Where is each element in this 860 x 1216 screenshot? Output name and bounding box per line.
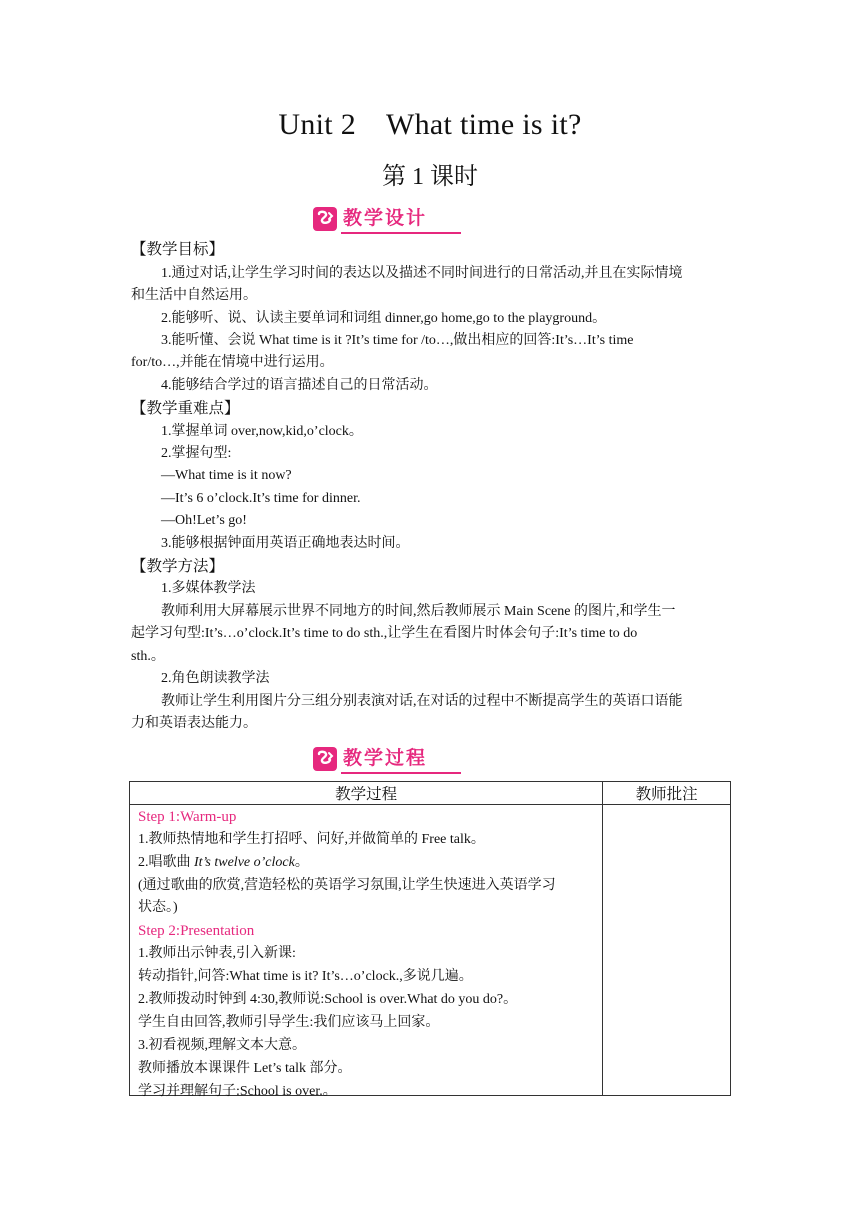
step-2-line: 学生自由回答,教师引导学生:我们应该马上回家。 bbox=[138, 1015, 440, 1030]
key-points-line: 2.掌握句型: bbox=[161, 446, 232, 461]
methods-line: 起学习句型:It’s…o’clock.It’s time to do sth.,让学生在看图片时体会句子:It’s time to do bbox=[131, 626, 638, 641]
process-cell bbox=[130, 805, 603, 1099]
step-1-line: 1.教师热情地和学生打招呼、问好,并做简单的 Free talk。 bbox=[138, 832, 485, 847]
goals-line: 2.能够听、说、认读主要单词和词组 dinner,go home,go to the playground。 bbox=[161, 311, 607, 326]
table-row bbox=[130, 805, 731, 1096]
step-2-line: 转动指针,问答:What time is it? It’s…o’clock.,多说几遍。 bbox=[138, 969, 473, 984]
methods-line: 2.角色朗读教学法 bbox=[161, 671, 270, 686]
goals-line: 4.能够结合学过的语言描述自己的日常活动。 bbox=[161, 378, 438, 393]
key-points-line: 1.掌握单词 over,now,kid,o’clock。 bbox=[161, 424, 363, 439]
section-heading-key-points: 【教学重难点】 bbox=[131, 400, 240, 417]
song-suffix: 。 bbox=[294, 855, 309, 870]
key-points-line: —It’s 6 o’clock.It’s time for dinner. bbox=[161, 491, 361, 506]
banner-logo-icon bbox=[313, 747, 337, 771]
banner-underline bbox=[341, 772, 461, 774]
process-table bbox=[129, 781, 731, 1099]
banner-label: 教学过程 bbox=[343, 747, 428, 769]
section-heading-methods: 【教学方法】 bbox=[131, 558, 225, 575]
step-2-line: 3.初看视频,理解文本大意。 bbox=[138, 1038, 306, 1053]
methods-line: 教师让学生利用图片分三组分别表演对话,在对话的过程中不断提高学生的英语口语能 bbox=[161, 694, 683, 709]
document-title bbox=[0, 108, 860, 142]
column-header-process: 教学过程 bbox=[130, 782, 603, 805]
column-header-notes: 教师批注 bbox=[603, 782, 731, 805]
banner-teaching-process bbox=[313, 745, 449, 775]
methods-line: 力和英语表达能力。 bbox=[131, 716, 257, 731]
step-2-line: 1.教师出示钟表,引入新课: bbox=[138, 946, 296, 961]
key-points-line: —Oh!Let’s go! bbox=[161, 513, 247, 528]
step-1-title: Step 1:Warm-up bbox=[138, 809, 237, 825]
song-title: It’s twelve o’clock bbox=[194, 855, 295, 870]
methods-line: 1.多媒体教学法 bbox=[161, 581, 256, 596]
table-header-row bbox=[130, 782, 731, 805]
step-2-line: 教师播放本课课件 Let’s talk 部分。 bbox=[138, 1061, 352, 1076]
section-heading-goals: 【教学目标】 bbox=[131, 241, 225, 258]
banner-logo-icon bbox=[313, 207, 337, 231]
song-prefix: 2.唱歌曲 bbox=[138, 855, 194, 870]
goals-line: 3.能听懂、会说 What time is it ?It’s time for /to…,做出相应的回答:It’s…It’s time bbox=[161, 333, 634, 348]
notes-cell bbox=[603, 805, 731, 1096]
methods-line: sth.。 bbox=[131, 649, 165, 664]
key-points-line: 3.能够根据钟面用英语正确地表达时间。 bbox=[161, 536, 410, 551]
goals-line: for/to…,并能在情境中进行运用。 bbox=[131, 355, 334, 370]
key-points-line: —What time is it now? bbox=[161, 468, 292, 483]
step-2-line: 2.教师拨动时钟到 4:30,教师说:School is over.What do you do?。 bbox=[138, 992, 518, 1007]
banner-teaching-design bbox=[313, 205, 449, 235]
title-unit: Unit 2 bbox=[278, 108, 357, 141]
banner-underline bbox=[341, 232, 461, 234]
goals-line: 1.通过对话,让学生学习时间的表达以及描述不同时间进行的日常活动,并且在实际情境 bbox=[161, 266, 683, 281]
step-1-line bbox=[138, 853, 309, 873]
methods-line: 教师利用大屏幕展示世界不同地方的时间,然后教师展示 Main Scene 的图片,和学生一 bbox=[161, 604, 676, 619]
step-1-line: 状态。) bbox=[138, 900, 178, 915]
step-2-line: 学习并理解句子:School is over.。 bbox=[138, 1084, 337, 1099]
goals-line: 和生活中自然运用。 bbox=[131, 288, 257, 303]
document-subtitle: 第 1 课时 bbox=[382, 164, 478, 190]
banner-label: 教学设计 bbox=[343, 207, 428, 229]
step-2-title: Step 2:Presentation bbox=[138, 923, 255, 939]
step-1-line: (通过歌曲的欣赏,营造轻松的英语学习氛围,让学生快速进入英语学习 bbox=[138, 878, 556, 893]
title-topic: What time is it? bbox=[386, 108, 582, 141]
